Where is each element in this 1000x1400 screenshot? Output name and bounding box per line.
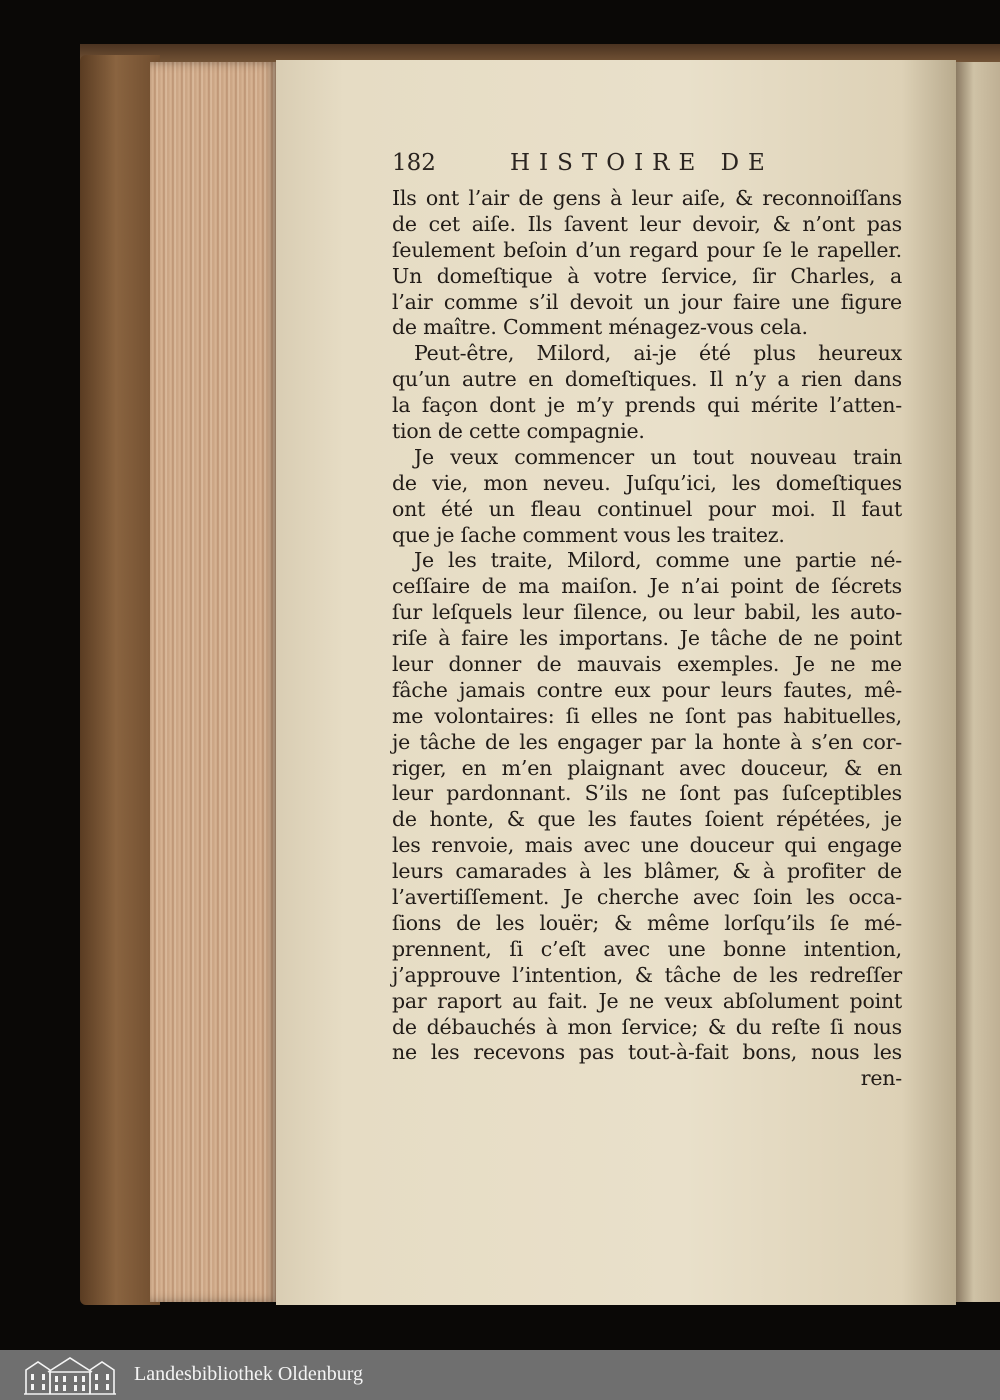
text-line: prennent, ſi c’eſt avec une bonne intention, xyxy=(392,936,902,961)
text-line: de maître. Comment ménagez-vous cela. xyxy=(392,315,808,340)
text-line: leur donner de mauvais exemples. Je ne me xyxy=(392,652,902,677)
text-line: Peut-être, Milord, ai-je été plus heureux xyxy=(414,341,902,366)
text-line: ont été un fleau continuel pour moi. Il faut xyxy=(392,496,902,521)
text-line: fâche jamais contre eux pour leurs fautes, mê- xyxy=(392,677,902,702)
text-line: de honte, & que les fautes ſoient répétées, je xyxy=(392,807,902,832)
text-line: me volontaires: ſi elles ne ſont pas habituelles, xyxy=(392,703,902,728)
text-line: ne les recevons pas tout-à-fait bons, nous les xyxy=(392,1040,902,1065)
text-line: je tâche de les engager par la honte à s’en cor- xyxy=(392,729,902,754)
text-line: qu’un autre en domeſtiques. Il n’y a rien dans xyxy=(392,367,902,392)
text-line: leurs camarades à les blâmer, & à profiter de xyxy=(392,859,902,884)
text-line: ceſſaire de ma maiſon. Je n’ai point de ſécrets xyxy=(392,574,902,599)
text-line: Je les traite, Milord, comme une partie né- xyxy=(414,548,902,573)
page-edges xyxy=(150,62,278,1302)
running-title: HISTOIRE DE xyxy=(510,150,774,176)
institution-name: Landesbibliothek Oldenburg xyxy=(134,1363,364,1385)
text-line: ſeulement beſoin d’un regard pour ſe le rapeller. xyxy=(392,237,902,262)
running-header xyxy=(392,150,912,184)
page-number: 182 xyxy=(392,150,436,176)
text-line: j’approuve l’intention, & tâche de les redreſſer xyxy=(392,962,902,987)
text-line: riſe à faire les importans. Je tâche de ne point xyxy=(392,626,902,651)
text-line: Je veux commencer un tout nouveau train xyxy=(414,444,902,469)
library-building-icon xyxy=(22,1354,118,1396)
facing-page-edge xyxy=(956,62,1000,1302)
text-line: ſions de les louër; & même lorſqu’ils ſe mé- xyxy=(392,910,902,935)
footer-bar xyxy=(0,1350,1000,1400)
page-text xyxy=(392,186,902,1092)
text-line: de débauchés à mon ſervice; & du reſte ſi nous xyxy=(392,1014,902,1039)
text-line: l’air comme s’il devoit un jour faire une figure xyxy=(392,289,902,314)
text-line: Ils ont l’air de gens à leur aiſe, & reconnoiſſans xyxy=(392,186,902,210)
text-line: la façon dont je m’y prends qui mérite l’atten- xyxy=(392,393,902,418)
text-line: de cet aiſe. Ils ſavent leur devoir, & n’ont pas xyxy=(392,211,902,236)
catchword: ren- xyxy=(860,1066,902,1091)
text-line: riger, en m’en plaignant avec douceur, & en xyxy=(392,755,902,780)
text-line: l’avertiſſement. Je cherche avec ſoin les occa- xyxy=(392,885,902,910)
text-line: leur pardonnant. S’ils ne ſont pas ſuſceptibles xyxy=(392,781,902,806)
text-line: les renvoie, mais avec une douceur qui engage xyxy=(392,833,902,858)
text-line: ſur leſquels leur ſilence, ou leur babil, les auto- xyxy=(392,600,902,625)
text-line: Un domeſtique à votre ſervice, ſir Charles, a xyxy=(392,263,902,288)
book-cover-left xyxy=(80,55,160,1305)
text-line: par raport au fait. Je ne veux abſolument point xyxy=(392,988,902,1013)
text-line: tion de cette compagnie. xyxy=(392,419,645,444)
text-line: de vie, mon neveu. Juſqu’ici, les domeſtiques xyxy=(392,470,902,495)
text-line: que je ſache comment vous les traitez. xyxy=(392,522,785,547)
